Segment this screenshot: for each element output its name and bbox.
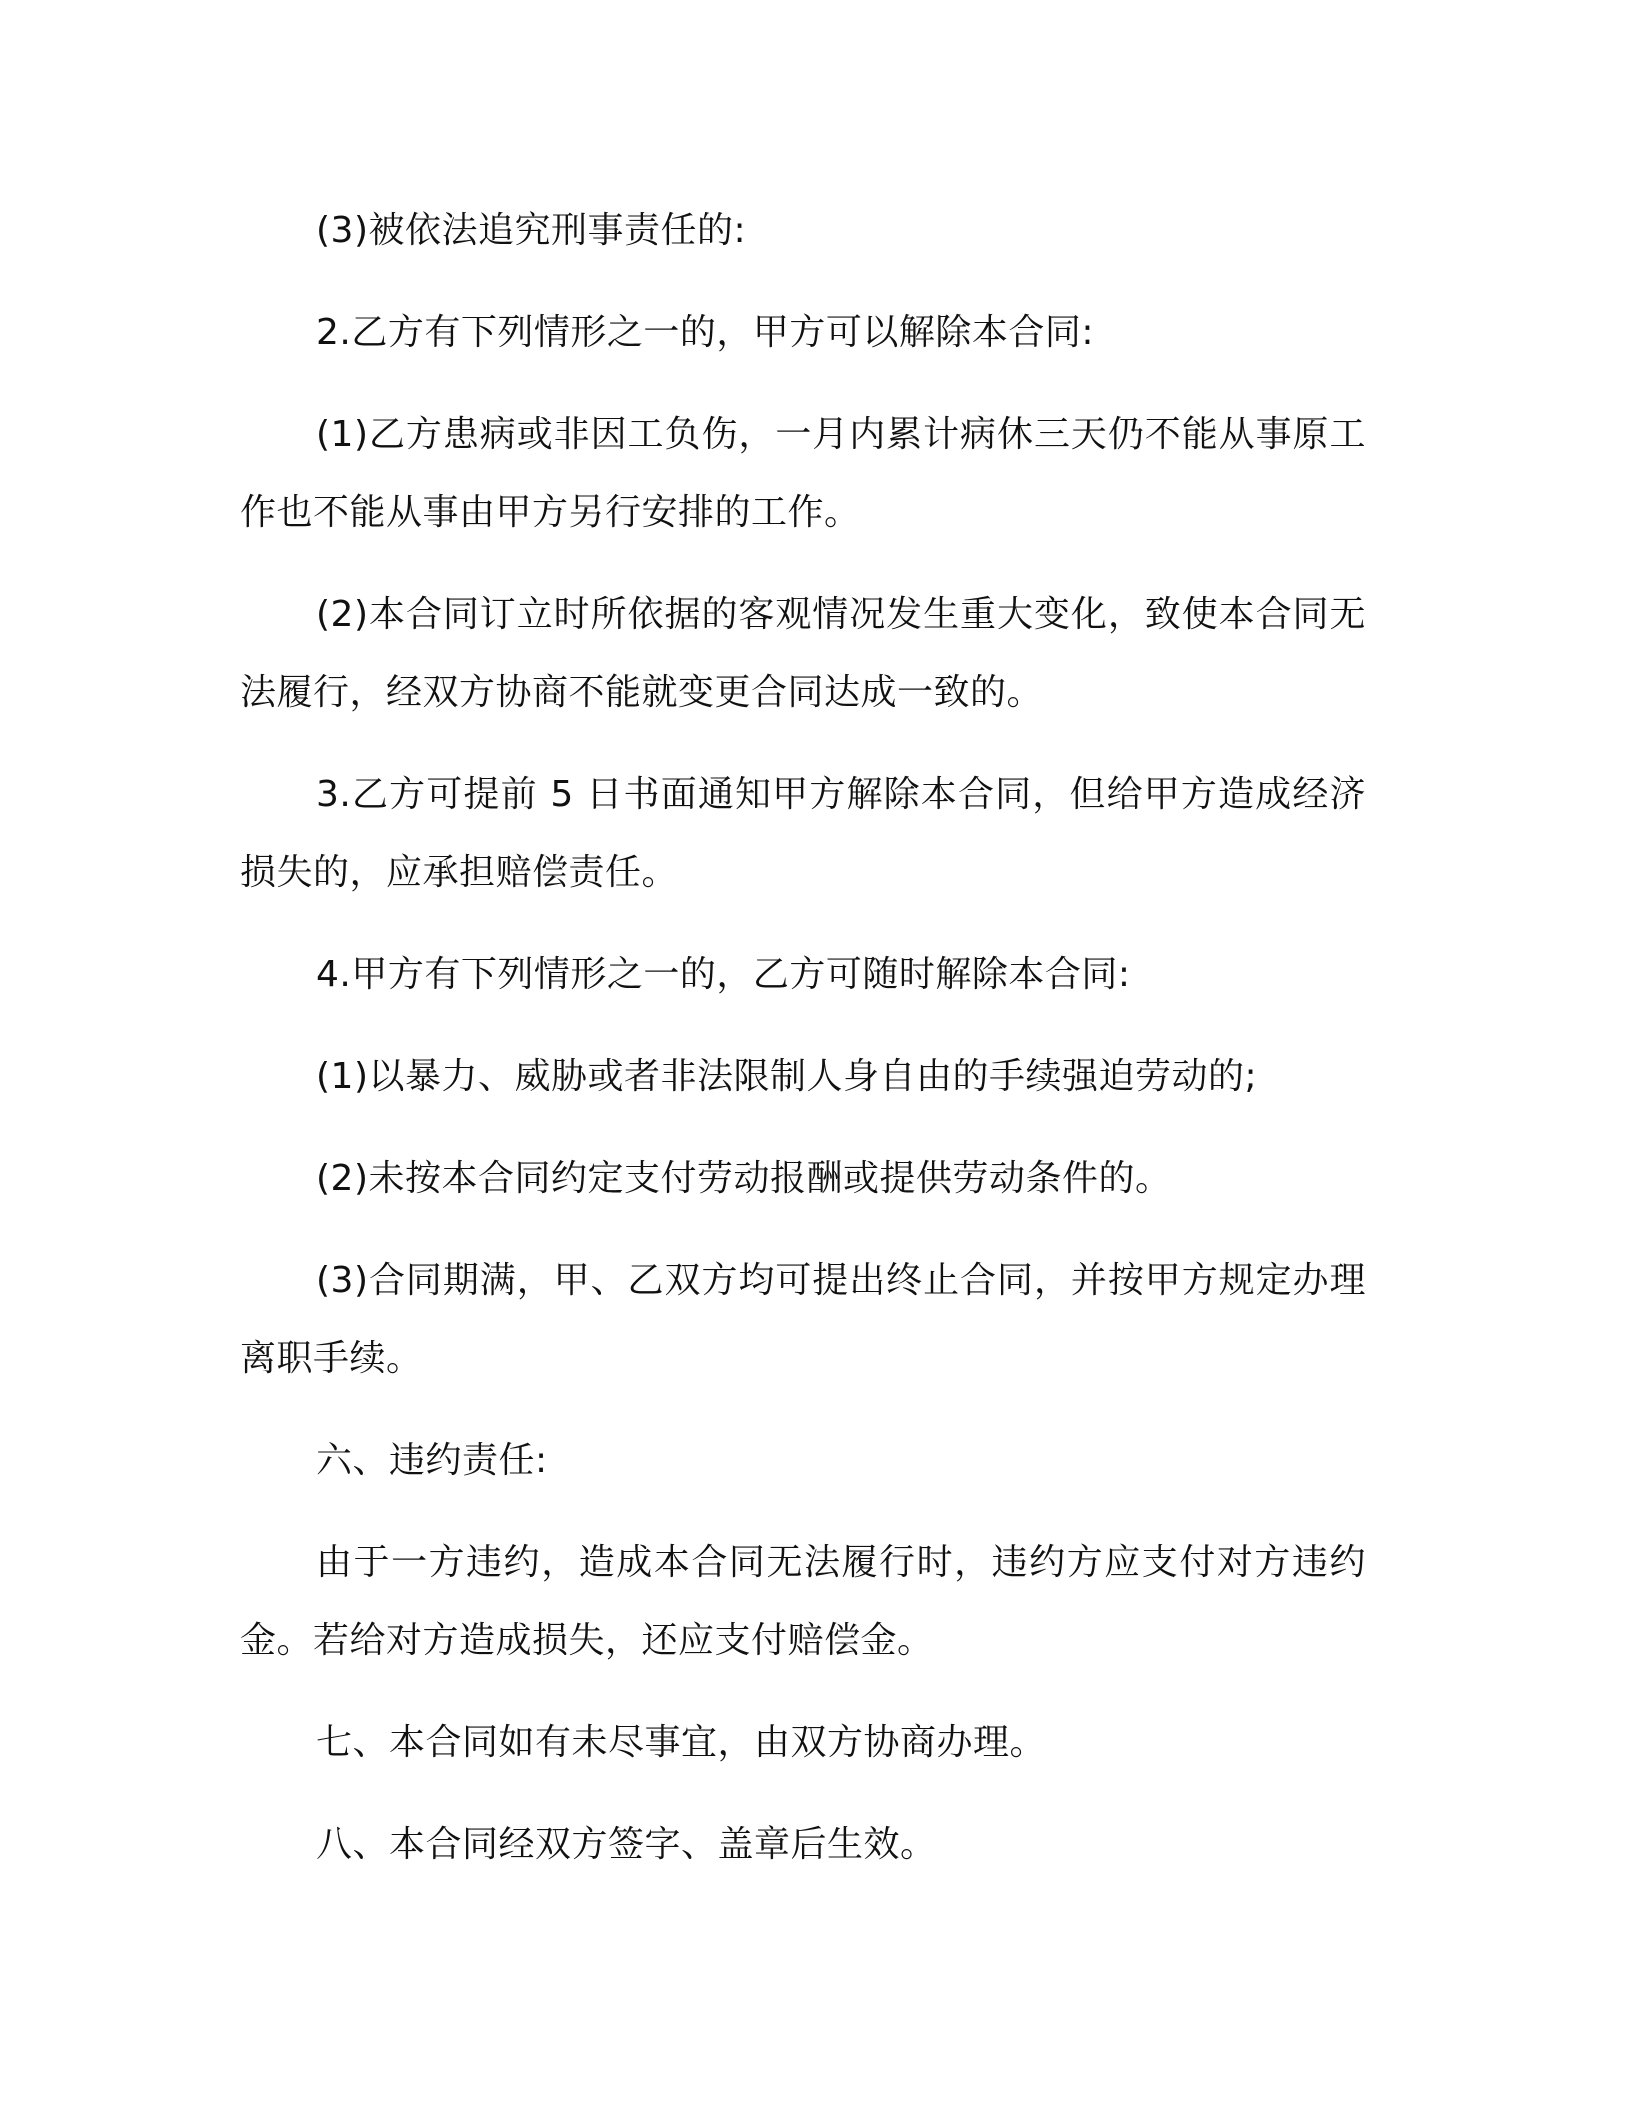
- paragraph-clause-4-employee-termination: 4.甲方有下列情形之一的，乙方可随时解除本合同:: [316, 954, 1131, 995]
- paragraph-unpaid-remuneration: (2)未按本合同约定支付劳动报酬或提供劳动条件的。: [316, 1158, 1172, 1199]
- paragraph-unresolved-matters: 七、本合同如有未尽事宜，由双方协商办理。: [316, 1722, 1047, 1763]
- paragraph-forced-labor: (1)以暴力、威胁或者非法限制人身自由的手续强迫劳动的;: [316, 1056, 1258, 1097]
- paragraph-effective-clause: 八、本合同经双方签字、盖章后生效。: [316, 1824, 937, 1865]
- heading-breach-liability: 六、违约责任:: [316, 1440, 548, 1481]
- document-body: [240, 192, 1366, 1908]
- paragraph-clause-3-criminal-liability: (3)被依法追究刑事责任的:: [316, 210, 747, 251]
- paragraph-clause-2-employer-termination: 2.乙方有下列情形之一的，甲方可以解除本合同:: [316, 312, 1094, 353]
- paragraph-breach-penalty: 由于一方违约，造成本合同无法履行时，违约方应支付对方违约金。若给对方造成损失，还应支付赔偿金。: [240, 1542, 1366, 1661]
- paragraph-circumstance-change: (2)本合同订立时所依据的客观情况发生重大变化，致使本合同无法履行，经双方协商不能就变更合同达成一致的。: [240, 594, 1366, 713]
- paragraph-contract-expiry: (3)合同期满，甲、乙双方均可提出终止合同，并按甲方规定办理离职手续。: [240, 1260, 1366, 1379]
- paragraph-illness-injury: (1)乙方患病或非因工负伤，一月内累计病休三天仍不能从事原工作也不能从事由甲方另行安排的工作。: [240, 414, 1366, 533]
- paragraph-clause-3-employee-notice: 3.乙方可提前 5 日书面通知甲方解除本合同，但给甲方造成经济损失的，应承担赔偿责任。: [240, 774, 1366, 893]
